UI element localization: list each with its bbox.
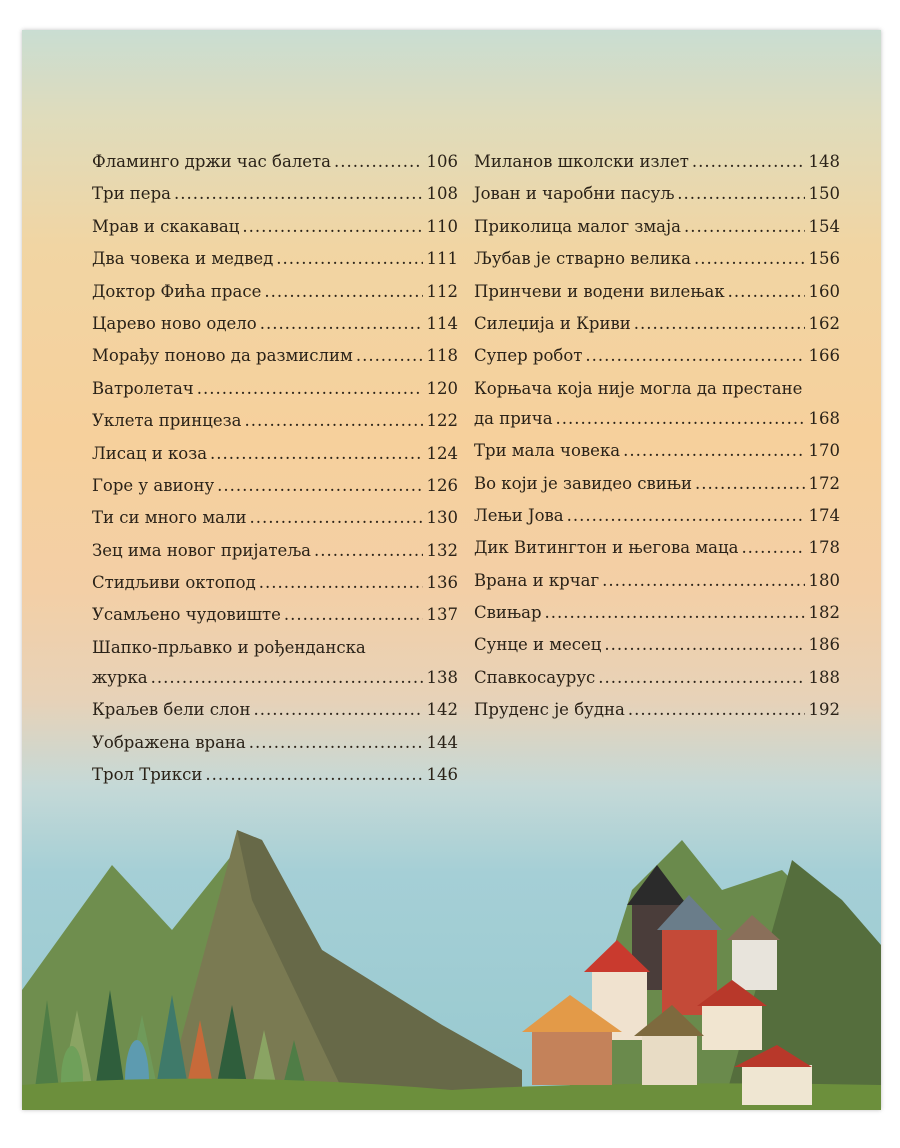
dot-leader (623, 435, 805, 467)
toc-entry-page: 122 (426, 411, 458, 431)
toc-entry-page: 142 (426, 700, 458, 720)
toc-entry-page: 136 (426, 573, 458, 593)
toc-left-column (92, 146, 458, 791)
dot-leader (259, 567, 423, 599)
toc-entry-page: 186 (808, 635, 840, 655)
toc-entry-page: 148 (808, 152, 840, 171)
toc-entry-page: 137 (426, 605, 458, 625)
toc-entry[interactable] (92, 211, 458, 243)
toc-entry[interactable] (92, 694, 458, 726)
toc-entry-page: 111 (426, 249, 458, 269)
toc-entry-title: Приколица малог змаја (474, 216, 681, 236)
toc-entry-page: 168 (808, 408, 840, 428)
toc-entry[interactable] (92, 308, 458, 340)
dot-leader (545, 597, 805, 629)
toc-entry[interactable] (92, 632, 458, 694)
toc-entry-title: Во који је завидео свињи (474, 473, 692, 493)
toc-entry[interactable] (474, 178, 840, 210)
toc-entry-title: Лењи Јова (474, 505, 564, 525)
toc-entry-title: Зец има новог пријатеља (92, 540, 312, 560)
toc-entry[interactable] (92, 146, 458, 178)
toc-entry-page: 110 (426, 216, 458, 236)
landscape-illustration (22, 780, 881, 1110)
toc-entry-title: Дик Витингтон и његова маца (474, 538, 739, 558)
toc-entry[interactable] (474, 373, 840, 435)
toc-entry-title: Уображена врана (92, 732, 246, 752)
toc-entry-title: Морађу поново да размислим (92, 346, 353, 366)
toc-entry-title: Три пера (92, 184, 171, 204)
toc-entry-title-line2: да прича (474, 408, 553, 428)
toc-entry[interactable] (92, 340, 458, 372)
toc-entry-page: 170 (808, 441, 840, 461)
toc-right-column (474, 146, 840, 727)
toc-entry-title: Ти си много мали (92, 508, 247, 528)
toc-entry-page: 106 (426, 152, 458, 171)
toc-entry-title: Стидљиви октопод (92, 573, 256, 593)
dot-leader (151, 662, 423, 694)
toc-entry-page: 156 (808, 249, 840, 269)
toc-entry[interactable] (92, 178, 458, 210)
toc-entry-title: Спавкосаурус (474, 667, 596, 687)
toc-entry[interactable] (474, 662, 840, 694)
toc-entry-title: Миланов школски излет (474, 152, 689, 171)
dot-leader (244, 405, 423, 437)
toc-entry-page: 188 (808, 667, 840, 687)
toc-entry[interactable] (92, 567, 458, 599)
dot-leader (242, 211, 423, 243)
toc-entry[interactable] (474, 146, 840, 178)
toc-entry[interactable] (474, 532, 840, 564)
toc-entry-title: Усамљено чудовиште (92, 605, 281, 625)
toc-entry-page: 112 (426, 281, 458, 301)
toc-entry[interactable] (92, 276, 458, 308)
dot-leader (634, 308, 805, 340)
toc-entry-title: Силеџија и Криви (474, 313, 631, 333)
toc-entry[interactable] (474, 435, 840, 467)
toc-entry-title: Врана и крчаг (474, 570, 600, 590)
toc-entry-title: Три мала човека (474, 441, 621, 461)
dot-leader (628, 694, 805, 726)
toc-entry-page: 124 (426, 443, 458, 463)
toc-entry[interactable] (474, 500, 840, 532)
toc-entry-page: 166 (808, 346, 840, 366)
toc-entry-title: Сунце и месец (474, 635, 602, 655)
toc-entry[interactable] (92, 502, 458, 534)
dot-leader (598, 662, 805, 694)
toc-entry-page: 120 (426, 378, 458, 398)
toc-entry-page: 162 (808, 313, 840, 333)
dot-leader (567, 500, 805, 532)
dot-leader (217, 470, 423, 502)
toc-entry-title: Ватролетач (92, 378, 194, 398)
toc-entry-title: Мрав и скакавац (92, 216, 240, 236)
toc-entry-title-line1: Корњача која није могла да престане (474, 378, 803, 398)
toc-entry-page: 172 (808, 473, 840, 493)
toc-entry-page: 192 (808, 700, 840, 720)
dot-leader (741, 532, 805, 564)
toc-entry[interactable] (474, 340, 840, 372)
toc-entry-title: Царево ново одело (92, 313, 257, 333)
dot-leader (210, 438, 423, 470)
toc-entry[interactable] (474, 243, 840, 275)
toc-entry-page: 108 (426, 184, 458, 204)
toc-entry[interactable] (474, 211, 840, 243)
dot-leader (249, 502, 423, 534)
toc-entry-title: Трол Трикси (92, 765, 203, 785)
toc-entry-title: Краљев бели слон (92, 700, 251, 720)
dot-leader (253, 694, 423, 726)
toc-entry[interactable] (92, 470, 458, 502)
toc-entry-title: Супер робот (474, 346, 583, 366)
toc-entry-title: Принчеви и водени вилењак (474, 281, 725, 301)
toc-entry[interactable] (474, 597, 840, 629)
toc-entry-page: 144 (426, 732, 458, 752)
dot-leader (728, 276, 805, 308)
toc-entry[interactable] (474, 276, 840, 308)
dot-leader (602, 565, 805, 597)
toc-entry-title: Уклета принцеза (92, 411, 242, 431)
toc-entry[interactable] (92, 727, 458, 759)
dot-leader (197, 373, 423, 405)
dot-leader (334, 146, 423, 178)
toc-entry-title: Горе у авиону (92, 475, 215, 495)
dot-leader (264, 276, 423, 308)
toc-entry-page: 180 (808, 570, 840, 590)
toc-entry-page: 132 (426, 540, 458, 560)
toc-entry[interactable] (92, 438, 458, 470)
dot-leader (585, 340, 805, 372)
dot-leader (695, 468, 805, 500)
toc-entry[interactable] (92, 405, 458, 437)
dot-leader (556, 403, 805, 435)
toc-entry[interactable] (474, 629, 840, 661)
toc-entry-page: 154 (808, 216, 840, 236)
toc-entry-title: Фламинго држи час балета (92, 152, 332, 171)
toc-entry-title-line1: Шапко-прљавко и рођенданска (92, 637, 366, 657)
toc-entry[interactable] (92, 535, 458, 567)
dot-leader (356, 340, 423, 372)
toc-entry[interactable] (92, 243, 458, 275)
book-page (22, 30, 881, 1110)
toc-entry-page: 130 (426, 508, 458, 528)
toc-entry[interactable] (474, 308, 840, 340)
dot-leader (684, 211, 805, 243)
toc-entry-page: 118 (426, 346, 458, 366)
dot-leader (314, 535, 423, 567)
toc-entry[interactable] (474, 694, 840, 726)
dot-leader (249, 727, 423, 759)
toc-entry[interactable] (474, 468, 840, 500)
toc-entry[interactable] (474, 565, 840, 597)
toc-entry-title: Два човека и медвед (92, 249, 274, 269)
toc-entry-title: Лисац и коза (92, 443, 208, 463)
toc-entry-page: 126 (426, 475, 458, 495)
toc-entry-title: Љубав је стварно велика (474, 249, 691, 269)
toc-entry-page: 178 (808, 538, 840, 558)
dot-leader (260, 308, 423, 340)
toc-entry-title: Јован и чаробни пасуљ (474, 184, 675, 204)
dot-leader (604, 629, 805, 661)
dot-leader (174, 178, 423, 210)
toc-entry-page: 114 (426, 313, 458, 333)
toc-entry-title: Пруденс је будна (474, 700, 625, 720)
dot-leader (692, 146, 805, 178)
toc-entry-page: 150 (808, 184, 840, 204)
toc-entry-page: 174 (808, 505, 840, 525)
toc-entry[interactable] (92, 373, 458, 405)
toc-entry-page: 182 (808, 603, 840, 623)
dot-leader (284, 599, 423, 631)
dot-leader (276, 243, 423, 275)
dot-leader (694, 243, 805, 275)
toc-entry-title-line2: журка (92, 667, 148, 687)
toc-entry-page: 138 (426, 667, 458, 687)
dot-leader (677, 178, 805, 210)
toc-entry-title: Свињар (474, 603, 542, 623)
toc-entry-page: 146 (426, 765, 458, 785)
toc-entry-title: Доктор Фића прасе (92, 281, 262, 301)
toc-entry[interactable] (92, 599, 458, 631)
toc-entry-page: 160 (808, 281, 840, 301)
